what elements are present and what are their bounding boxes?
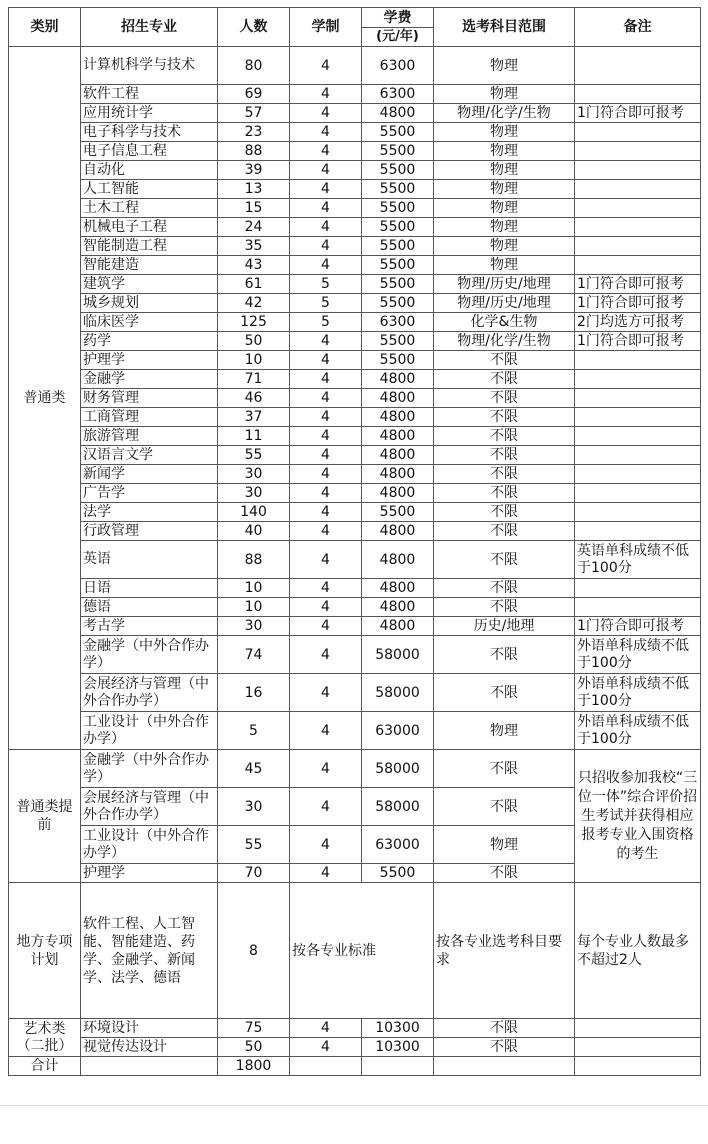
years-cell: 4 [290, 332, 362, 351]
subjects-cell: 不限 [434, 465, 575, 484]
count-cell: 74 [218, 636, 290, 674]
empty-cell [81, 1057, 218, 1076]
fee-cell: 4800 [362, 522, 434, 541]
subjects-cell: 不限 [434, 484, 575, 503]
fee-cell: 5500 [362, 180, 434, 199]
count-cell: 55 [218, 446, 290, 465]
count-cell: 16 [218, 674, 290, 712]
subjects-cell: 不限 [434, 1038, 575, 1057]
major-cell: 行政管理 [81, 522, 218, 541]
count-cell: 10 [218, 351, 290, 370]
major-cell: 工商管理 [81, 408, 218, 427]
years-cell: 5 [290, 275, 362, 294]
fee-cell: 58000 [362, 750, 434, 788]
count-cell: 88 [218, 541, 290, 579]
subjects-cell: 物理 [434, 85, 575, 104]
count-cell: 30 [218, 617, 290, 636]
table-row [9, 389, 701, 408]
years-cell: 4 [290, 256, 362, 275]
subjects-cell: 不限 [434, 541, 575, 579]
subjects-cell: 不限 [434, 579, 575, 598]
note-cell: 1门符合即可报考 [575, 332, 701, 351]
subjects-cell: 不限 [434, 446, 575, 465]
note-cell [575, 180, 701, 199]
note-cell [575, 484, 701, 503]
table-row [9, 47, 701, 85]
major-cell: 计算机科学与技术 [81, 47, 218, 85]
table-row [9, 351, 701, 370]
table-row [9, 883, 701, 1019]
count-cell: 125 [218, 313, 290, 332]
count-cell: 46 [218, 389, 290, 408]
major-cell: 法学 [81, 503, 218, 522]
count-cell: 71 [218, 370, 290, 389]
note-cell [575, 389, 701, 408]
years-cell: 4 [290, 579, 362, 598]
years-cell: 4 [290, 674, 362, 712]
subjects-cell: 物理 [434, 218, 575, 237]
major-cell: 广告学 [81, 484, 218, 503]
fee-cell: 10300 [362, 1019, 434, 1038]
count-cell: 88 [218, 142, 290, 161]
years-cell: 4 [290, 47, 362, 85]
fee-cell: 4800 [362, 104, 434, 123]
years-cell: 5 [290, 294, 362, 313]
note-cell: 1门符合即可报考 [575, 104, 701, 123]
major-cell: 会展经济与管理（中外合作办学） [81, 788, 218, 826]
major-cell: 金融学 [81, 370, 218, 389]
col-header-subjects: 选考科目范围 [434, 8, 575, 47]
table-row [9, 674, 701, 712]
table-row [9, 712, 701, 750]
table-row [9, 541, 701, 579]
count-cell: 39 [218, 161, 290, 180]
note-cell [575, 351, 701, 370]
count-cell: 43 [218, 256, 290, 275]
note-cell [575, 123, 701, 142]
subjects-cell: 物理/化学/生物 [434, 104, 575, 123]
table-row [9, 180, 701, 199]
major-cell: 汉语言文学 [81, 446, 218, 465]
years-cell: 4 [290, 123, 362, 142]
header-row [9, 8, 701, 47]
count-cell: 70 [218, 864, 290, 883]
count-cell: 40 [218, 522, 290, 541]
count-cell: 11 [218, 427, 290, 446]
fee-cell: 63000 [362, 712, 434, 750]
major-cell: 会展经济与管理（中外合作办学） [81, 674, 218, 712]
subjects-cell: 不限 [434, 522, 575, 541]
table-row [9, 237, 701, 256]
fee-cell: 5500 [362, 351, 434, 370]
fee-cell: 5500 [362, 503, 434, 522]
subjects-cell: 不限 [434, 1019, 575, 1038]
note-cell [575, 1038, 701, 1057]
page-bottom-rule [0, 1105, 708, 1106]
major-cell: 自动化 [81, 161, 218, 180]
note-cell [575, 446, 701, 465]
fee-cell: 58000 [362, 674, 434, 712]
fee-cell: 4800 [362, 370, 434, 389]
subjects-cell: 不限 [434, 674, 575, 712]
table-row [9, 522, 701, 541]
count-cell: 37 [218, 408, 290, 427]
table-row [9, 636, 701, 674]
subjects-cell: 物理 [434, 142, 575, 161]
count-cell: 13 [218, 180, 290, 199]
category-label: 地方专项计划 [9, 883, 81, 1019]
count-cell: 140 [218, 503, 290, 522]
note-cell [575, 579, 701, 598]
fee-cell: 5500 [362, 294, 434, 313]
subjects-cell: 物理/化学/生物 [434, 332, 575, 351]
major-cell: 智能制造工程 [81, 237, 218, 256]
subjects-cell: 不限 [434, 598, 575, 617]
count-cell: 10 [218, 579, 290, 598]
note-cell: 每个专业人数最多不超过2人 [575, 883, 701, 1019]
note-cell: 外语单科成绩不低于100分 [575, 636, 701, 674]
years-cell: 4 [290, 750, 362, 788]
count-cell: 24 [218, 218, 290, 237]
table-row [9, 579, 701, 598]
years-cell: 4 [290, 427, 362, 446]
major-cell: 环境设计 [81, 1019, 218, 1038]
major-cell: 德语 [81, 598, 218, 617]
subjects-cell: 不限 [434, 370, 575, 389]
years-cell: 4 [290, 370, 362, 389]
years-cell: 4 [290, 161, 362, 180]
fee-cell: 6300 [362, 47, 434, 85]
table-row [9, 313, 701, 332]
years-cell: 4 [290, 389, 362, 408]
fee-cell: 5500 [362, 218, 434, 237]
col-header-years: 学制 [290, 8, 362, 47]
fee-cell: 5500 [362, 237, 434, 256]
table-row [9, 617, 701, 636]
note-cell [575, 218, 701, 237]
empty-cell [575, 1057, 701, 1076]
fee-cell: 6300 [362, 313, 434, 332]
empty-cell [290, 1057, 362, 1076]
table-row [9, 484, 701, 503]
years-cell: 4 [290, 218, 362, 237]
fee-cell: 5500 [362, 332, 434, 351]
years-cell: 4 [290, 104, 362, 123]
table-row [9, 104, 701, 123]
table-row [9, 161, 701, 180]
years-cell: 4 [290, 446, 362, 465]
major-cell: 软件工程 [81, 85, 218, 104]
subjects-cell: 物理/历史/地理 [434, 294, 575, 313]
note-cell [575, 199, 701, 218]
count-cell: 57 [218, 104, 290, 123]
years-cell: 4 [290, 598, 362, 617]
years-cell: 4 [290, 541, 362, 579]
fee-cell: 5500 [362, 275, 434, 294]
fee-cell: 4800 [362, 465, 434, 484]
major-cell: 智能建造 [81, 256, 218, 275]
major-cell: 金融学（中外合作办学） [81, 636, 218, 674]
category-label: 普通类提前 [9, 750, 81, 883]
empty-cell [434, 1057, 575, 1076]
major-cell: 城乡规划 [81, 294, 218, 313]
major-cell: 新闻学 [81, 465, 218, 484]
fee-cell: 5500 [362, 161, 434, 180]
count-cell: 5 [218, 712, 290, 750]
note-cell [575, 47, 701, 85]
note-cell [575, 1019, 701, 1038]
subjects-cell: 化学&生物 [434, 313, 575, 332]
subjects-cell: 物理 [434, 47, 575, 85]
subjects-cell: 物理 [434, 712, 575, 750]
subjects-cell: 物理 [434, 237, 575, 256]
years-cell: 4 [290, 1019, 362, 1038]
subjects-cell: 不限 [434, 864, 575, 883]
count-cell: 61 [218, 275, 290, 294]
fee-cell: 58000 [362, 788, 434, 826]
years-cell: 4 [290, 85, 362, 104]
major-cell: 建筑学 [81, 275, 218, 294]
years-cell: 4 [290, 1038, 362, 1057]
fee-cell: 5500 [362, 199, 434, 218]
years-cell: 4 [290, 636, 362, 674]
years-cell: 4 [290, 237, 362, 256]
major-cell: 土木工程 [81, 199, 218, 218]
table-row [9, 123, 701, 142]
major-cell: 英语 [81, 541, 218, 579]
subjects-cell: 物理/历史/地理 [434, 275, 575, 294]
major-cell: 临床医学 [81, 313, 218, 332]
major-cell: 财务管理 [81, 389, 218, 408]
years-cell: 4 [290, 351, 362, 370]
major-cell: 电子科学与技术 [81, 123, 218, 142]
subjects-cell: 不限 [434, 750, 575, 788]
years-cell: 4 [290, 408, 362, 427]
count-cell: 10 [218, 598, 290, 617]
subjects-cell: 物理 [434, 256, 575, 275]
subjects-cell: 历史/地理 [434, 617, 575, 636]
category-label: 普通类 [9, 47, 81, 750]
years-cell: 4 [290, 522, 362, 541]
table-row [9, 427, 701, 446]
years-cell: 4 [290, 864, 362, 883]
note-cell: 1门符合即可报考 [575, 617, 701, 636]
table-row [9, 408, 701, 427]
fee-unit: (元/年) [362, 27, 433, 46]
note-cell [575, 408, 701, 427]
fee-cell: 4800 [362, 389, 434, 408]
note-cell [575, 598, 701, 617]
fee-cell: 4800 [362, 427, 434, 446]
note-cell [575, 161, 701, 180]
table-row [9, 218, 701, 237]
table-row [9, 332, 701, 351]
fee-cell: 4800 [362, 446, 434, 465]
count-cell: 50 [218, 1038, 290, 1057]
years-cell: 4 [290, 142, 362, 161]
fee-label: 学费 [383, 9, 412, 26]
table-row [9, 256, 701, 275]
major-cell: 工业设计（中外合作办学） [81, 712, 218, 750]
major-cell: 护理学 [81, 351, 218, 370]
years-cell: 4 [290, 788, 362, 826]
note-cell [575, 142, 701, 161]
table-body [9, 47, 701, 1076]
fee-cell: 5500 [362, 864, 434, 883]
note-cell: 外语单科成绩不低于100分 [575, 712, 701, 750]
note-cell: 1门符合即可报考 [575, 294, 701, 313]
table-row [9, 1038, 701, 1057]
table-row [9, 142, 701, 161]
major-cell: 机械电子工程 [81, 218, 218, 237]
subjects-cell: 不限 [434, 427, 575, 446]
table-row [9, 370, 701, 389]
major-cell: 金融学（中外合作办学） [81, 750, 218, 788]
major-cell: 软件工程、人工智能、智能建造、药学、金融学、新闻学、法学、德语 [81, 883, 218, 1019]
major-cell: 视觉传达设计 [81, 1038, 218, 1057]
col-header-notes: 备注 [575, 8, 701, 47]
table-header [9, 8, 701, 47]
count-cell: 42 [218, 294, 290, 313]
count-cell: 8 [218, 883, 290, 1019]
note-cell: 2门均选方可报考 [575, 313, 701, 332]
note-cell: 英语单科成绩不低于100分 [575, 541, 701, 579]
note-cell [575, 256, 701, 275]
count-cell: 45 [218, 750, 290, 788]
note-cell [575, 503, 701, 522]
fee-cell: 6300 [362, 85, 434, 104]
note-cell [575, 522, 701, 541]
subjects-cell: 物理 [434, 826, 575, 864]
years-cell: 4 [290, 617, 362, 636]
category-label: 艺术类（二批） [9, 1019, 81, 1057]
fee-cell: 4800 [362, 617, 434, 636]
major-cell: 考古学 [81, 617, 218, 636]
major-cell: 工业设计（中外合作办学） [81, 826, 218, 864]
major-cell: 应用统计学 [81, 104, 218, 123]
col-header-major: 招生专业 [81, 8, 218, 47]
empty-cell [362, 1057, 434, 1076]
years-fee-cell: 按各专业标准 [290, 883, 434, 1019]
col-header-count: 人数 [218, 8, 290, 47]
table-row [9, 294, 701, 313]
admissions-table [8, 7, 701, 1076]
fee-cell: 5500 [362, 123, 434, 142]
major-cell: 药学 [81, 332, 218, 351]
years-cell: 4 [290, 503, 362, 522]
count-cell: 30 [218, 465, 290, 484]
table-row [9, 503, 701, 522]
subjects-cell: 不限 [434, 788, 575, 826]
fee-cell: 63000 [362, 826, 434, 864]
note-cell [575, 370, 701, 389]
table-row [9, 275, 701, 294]
fee-cell: 4800 [362, 541, 434, 579]
note-cell: 只招收参加我校“三位一体”综合评价招生考试并获得相应报考专业入围资格的考生 [575, 750, 701, 883]
note-cell: 1门符合即可报考 [575, 275, 701, 294]
subjects-cell: 物理 [434, 161, 575, 180]
major-cell: 电子信息工程 [81, 142, 218, 161]
note-cell [575, 465, 701, 484]
count-cell: 15 [218, 199, 290, 218]
subjects-cell: 物理 [434, 123, 575, 142]
table-row [9, 199, 701, 218]
subjects-cell: 物理 [434, 199, 575, 218]
subjects-cell: 不限 [434, 636, 575, 674]
table-row [9, 750, 701, 788]
fee-cell: 4800 [362, 484, 434, 503]
subjects-cell: 不限 [434, 351, 575, 370]
count-cell: 80 [218, 47, 290, 85]
fee-cell: 5500 [362, 142, 434, 161]
count-cell: 50 [218, 332, 290, 351]
fee-cell: 5500 [362, 256, 434, 275]
note-cell [575, 237, 701, 256]
table-row [9, 446, 701, 465]
subjects-cell: 不限 [434, 389, 575, 408]
years-cell: 4 [290, 465, 362, 484]
fee-cell: 4800 [362, 598, 434, 617]
count-cell: 69 [218, 85, 290, 104]
major-cell: 日语 [81, 579, 218, 598]
fee-cell: 4800 [362, 408, 434, 427]
years-cell: 4 [290, 826, 362, 864]
total-count: 1800 [218, 1057, 290, 1076]
total-label: 合计 [9, 1057, 81, 1076]
fee-cell: 4800 [362, 579, 434, 598]
subjects-cell: 不限 [434, 408, 575, 427]
years-cell: 4 [290, 199, 362, 218]
col-header-fee [362, 8, 434, 47]
subjects-cell: 按各专业选考科目要求 [434, 883, 575, 1019]
subjects-cell: 物理 [434, 180, 575, 199]
years-cell: 5 [290, 313, 362, 332]
years-cell: 4 [290, 484, 362, 503]
major-cell: 护理学 [81, 864, 218, 883]
count-cell: 55 [218, 826, 290, 864]
note-cell [575, 85, 701, 104]
major-cell: 人工智能 [81, 180, 218, 199]
table-row [9, 598, 701, 617]
count-cell: 23 [218, 123, 290, 142]
note-cell: 外语单科成绩不低于100分 [575, 674, 701, 712]
years-cell: 4 [290, 180, 362, 199]
count-cell: 30 [218, 484, 290, 503]
note-cell [575, 427, 701, 446]
total-row [9, 1057, 701, 1076]
table-row [9, 85, 701, 104]
subjects-cell: 不限 [434, 503, 575, 522]
fee-cell: 58000 [362, 636, 434, 674]
count-cell: 35 [218, 237, 290, 256]
fee-cell: 10300 [362, 1038, 434, 1057]
count-cell: 75 [218, 1019, 290, 1038]
table-row [9, 465, 701, 484]
count-cell: 30 [218, 788, 290, 826]
major-cell: 旅游管理 [81, 427, 218, 446]
table-row [9, 1019, 701, 1038]
years-cell: 4 [290, 712, 362, 750]
col-header-category: 类别 [9, 8, 81, 47]
